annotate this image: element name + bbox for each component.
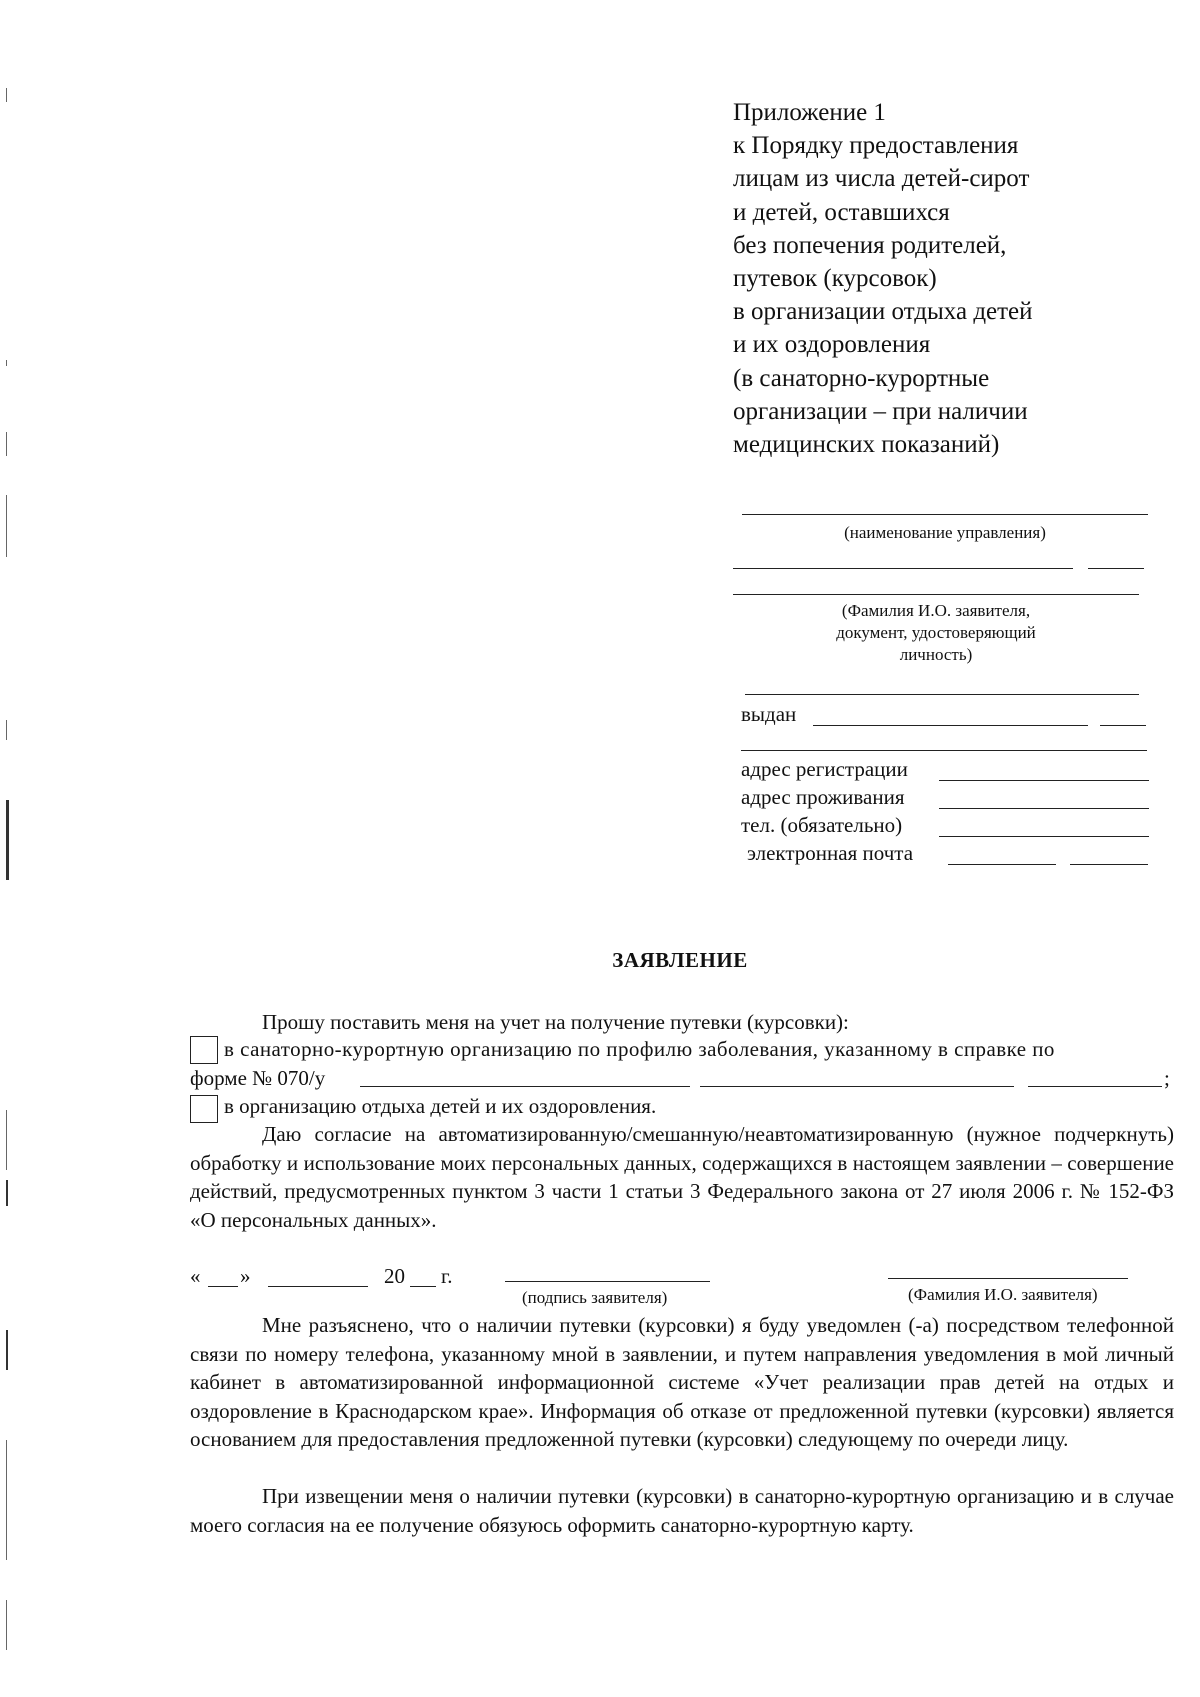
applicant-line-1a[interactable] (733, 568, 1073, 569)
applicant-line-1b[interactable] (1088, 568, 1144, 569)
scan-artifact (6, 1440, 7, 1560)
annex-line: лицам из числа детей-сирот (733, 165, 1030, 193)
annex-line: организации – при наличии (733, 397, 1028, 425)
email-label: электронная почта (747, 841, 914, 865)
document-title: ЗАЯВЛЕНИЕ (612, 948, 748, 972)
date-day-line[interactable] (208, 1286, 238, 1287)
date-year-prefix: 20 (384, 1264, 405, 1288)
scan-artifact (6, 495, 7, 557)
signature-caption: (подпись заявителя) (522, 1288, 668, 1307)
form-number-label: форме № 070/у (190, 1066, 326, 1090)
annex-line: в организации отдыха детей (733, 298, 1033, 326)
applicant-name-line[interactable] (888, 1278, 1128, 1279)
live-address-label: адрес проживания (741, 785, 905, 809)
signature-line[interactable] (505, 1281, 710, 1282)
scan-artifact (6, 1600, 7, 1650)
consent-paragraph: Даю согласие на автоматизированную/смешанную/неавтоматизированную (нужное подчеркнуть) обработку и использование моих персональных данных, содержащихся в настоящем заявлении – совершение действий, предусмотренных пунктом 3 части 1 статьи 3 Федерального закона от 27 июля 2006 г. № 152-ФЗ «О персональных данных». (190, 1122, 1174, 1232)
annex-line: Приложение 1 (733, 99, 886, 126)
scan-artifact (6, 88, 7, 102)
email-line-a[interactable] (948, 864, 1056, 865)
document-line[interactable] (745, 694, 1139, 695)
annex-line: (в санаторно-курортные (733, 364, 990, 392)
annex-line: к Порядку предоставления (733, 132, 1019, 160)
form-diagnosis-line-b[interactable] (700, 1086, 1014, 1087)
scan-artifact (6, 360, 7, 366)
applicant-caption-line: (Фамилия И.О. заявителя, (841, 601, 1031, 620)
issued-label: выдан (741, 702, 797, 726)
live-address-line[interactable] (939, 808, 1149, 809)
reg-address-label: адрес регистрации (741, 757, 908, 781)
annex-line: и их оздоровления (733, 331, 931, 359)
annex-line: медицинских показаний) (733, 431, 1000, 459)
applicant-caption (733, 600, 1139, 666)
option-sanatorium-semicolon: ; (1164, 1066, 1170, 1090)
scan-artifact (6, 1330, 8, 1370)
annex-line: путевок (курсовок) (733, 265, 937, 293)
date-month-line[interactable] (268, 1286, 368, 1287)
date-year-line[interactable] (410, 1286, 436, 1287)
issued-line-b[interactable] (1100, 725, 1146, 726)
form-diagnosis-line-c[interactable] (1028, 1086, 1162, 1087)
issued-line-2[interactable] (741, 750, 1147, 751)
applicant-caption-line: личность) (899, 645, 973, 664)
scan-artifact (6, 1110, 7, 1170)
scan-artifact (6, 1180, 8, 1206)
obligation-paragraph: При извещении меня о наличии путевки (курсовки) в санаторно-курортную организацию и в случае моего согласия на ее получение обязуюсь оформить санаторно-курортную карту. (190, 1484, 1174, 1537)
department-line[interactable] (742, 514, 1148, 515)
date-year-suffix: г. (441, 1264, 453, 1288)
date-close: » (240, 1264, 251, 1288)
reg-address-line[interactable] (939, 780, 1149, 781)
option-recreation-text: в организацию отдыха детей и их оздоровления. (224, 1094, 657, 1118)
annex-block (733, 96, 1153, 461)
request-intro: Прошу поставить меня на учет на получение путевки (курсовки): (262, 1010, 849, 1034)
notice-paragraph: Мне разъяснено, что о наличии путевки (курсовки) я буду уведомлен (-а) посредством телефонной связи по номеру телефона, указанному мной в заявлении, и путем направления уведомления в мой личный кабинет в автоматизированной информационной системе «Учет реализации прав детей на отдых и оздоровление в Краснодарском крае». Информация об отказе от предложенной путевки (курсовки) является основанием для предоставления предложенной путевки (курсовки) следующему по очереди лицу. (190, 1313, 1174, 1451)
applicant-caption-line: документ, удостоверяющий (836, 623, 1036, 642)
phone-line[interactable] (939, 836, 1149, 837)
date-open: « (190, 1264, 201, 1288)
applicant-line-2[interactable] (733, 594, 1139, 595)
applicant-name-caption: (Фамилия И.О. заявителя) (908, 1285, 1098, 1304)
scan-artifact (6, 800, 9, 880)
department-caption: (наименование управления) (844, 523, 1046, 542)
email-line-b[interactable] (1070, 864, 1148, 865)
scan-artifact (6, 432, 7, 456)
issued-line-a[interactable] (813, 725, 1088, 726)
phone-label: тел. (обязательно) (741, 813, 903, 837)
scan-artifact (6, 720, 7, 740)
sanatorium-checkbox[interactable] (190, 1036, 218, 1064)
annex-line: и детей, оставшихся (733, 198, 950, 226)
form-diagnosis-line-a[interactable] (360, 1086, 690, 1087)
recreation-checkbox[interactable] (190, 1095, 218, 1123)
annex-line: без попечения родителей, (733, 231, 1007, 259)
option-sanatorium-text: в санаторно-курортную организацию по профилю заболевания, указанному в справке по (224, 1037, 1055, 1061)
